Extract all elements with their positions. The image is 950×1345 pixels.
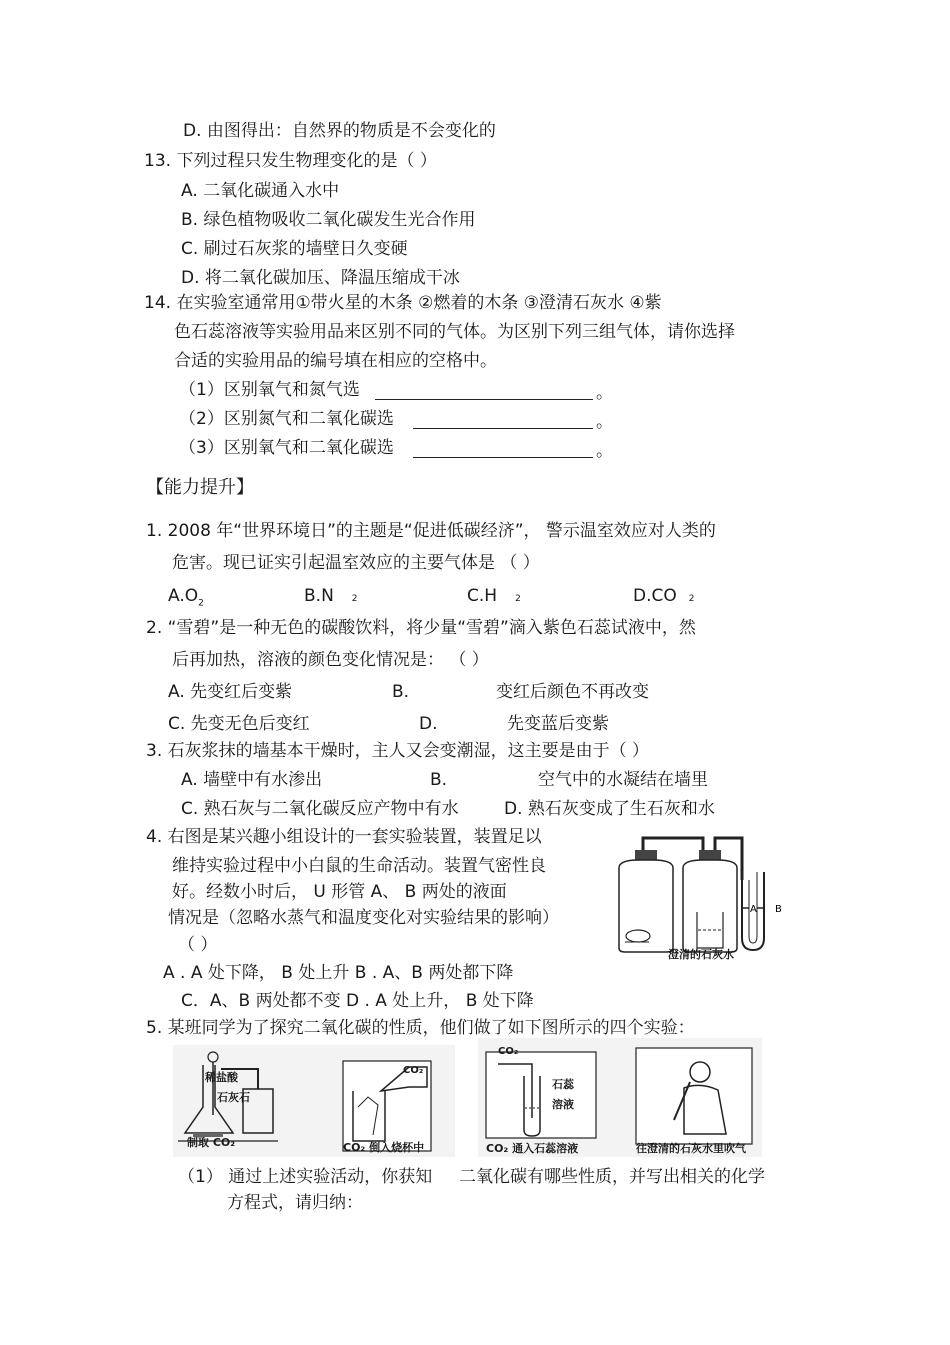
exp3-label-solution: 溶液 xyxy=(552,1098,574,1111)
stopper xyxy=(635,850,657,860)
mouse xyxy=(626,930,650,942)
a2-option-d-letter: D. xyxy=(419,714,438,734)
exp1-caption: 制取 CO₂ xyxy=(187,1136,236,1149)
a3-option-b-text: 空气中的水凝结在墙里 xyxy=(538,770,708,790)
q14-part1: （1）区别氧气和氮气选 xyxy=(179,380,360,400)
section-heading: 【能力提升】 xyxy=(146,477,254,498)
a3-option-d: D. 熟石灰变成了生石灰和水 xyxy=(504,799,715,819)
label-a: A xyxy=(750,904,757,915)
stopper xyxy=(699,850,721,860)
q14-part2-answer-blank[interactable] xyxy=(413,428,593,429)
apparatus-caption: 澄清的石灰水 xyxy=(668,948,734,961)
a1-option-c: C.H 2 xyxy=(467,586,521,606)
exp3-label-litmus: 石蕊 xyxy=(552,1078,574,1091)
q13-option-b: B. 绿色植物吸收二氧化碳发生光合作用 xyxy=(181,210,476,230)
a4-stem-line3: 好。经数小时后， U 形管 A、 B 两处的液面 xyxy=(172,882,507,902)
q13-option-d: D. 将二氧化碳加压、降温压缩成干冰 xyxy=(181,268,460,288)
a4-options-ab: A . A 处下降， B 处上升 B . A、B 两处都下降 xyxy=(163,963,514,983)
a2-stem-line2: 后再加热，溶液的颜色变化情况是： （ ） xyxy=(172,650,489,670)
a4-options-cd: C．A、B 两处都不变 D . A 处上升， B 处下降 xyxy=(181,991,534,1011)
exp1-label-limestone: 石灰石 xyxy=(217,1091,250,1104)
exp2-caption: CO₂ 倒入烧杯中 xyxy=(343,1141,425,1154)
q14-part2: （2）区别氮气和二氧化碳选 xyxy=(179,409,394,429)
q14-part1-answer-blank[interactable] xyxy=(375,399,593,400)
a5-part1-line2: 方程式，请归纳： xyxy=(227,1193,363,1213)
a1-option-d: D.CO 2 xyxy=(633,586,695,606)
a3-option-c: C. 熟石灰与二氧化碳反应产物中有水 xyxy=(181,799,459,819)
a4-stem-line4: 情况是（忽略水蒸气和温度变化对实验结果的影响） xyxy=(168,908,559,928)
exp2-co2-label: CO₂ xyxy=(403,1065,424,1076)
exp1-label-acid: 稀盐酸 xyxy=(205,1071,238,1084)
exp3-co2-label: CO₂ xyxy=(498,1046,519,1057)
funnel xyxy=(208,1052,218,1062)
period: 。 xyxy=(596,412,613,432)
q14-stem-line3: 合适的实验用品的编号填在相应的空格中。 xyxy=(174,351,497,371)
bottle-2 xyxy=(683,860,737,952)
exp3-caption: CO₂ 通入石蕊溶液 xyxy=(486,1142,579,1155)
experiment-panel-left xyxy=(173,1045,455,1157)
a4-stem-line1: 4. 右图是某兴趣小组设计的一套实验装置，装置足以 xyxy=(146,827,542,847)
a1-stem-line2: 危害。现已证实引起温室效应的主要气体是 （ ） xyxy=(172,553,540,573)
a1-option-a: $A.O_2$ xyxy=(168,586,204,609)
experiment-panel-right xyxy=(478,1038,762,1157)
label-b: B xyxy=(775,904,782,915)
a5-part1-line1a: （1） 通过上述实验活动，你获知 xyxy=(178,1167,433,1187)
a4-answer-paren: （ ） xyxy=(178,935,218,955)
a3-stem: 3. 石灰浆抹的墙基本干燥时，主人又会变潮湿，这主要是由于（ ） xyxy=(146,741,650,761)
a5-stem: 5. 某班同学为了探究二氧化碳的性质，他们做了如下图所示的四个实验： xyxy=(146,1018,695,1038)
a2-stem-line1: 2. “雪碧”是一种无色的碳酸饮料，将少量“雪碧”滴入紫色石蕊试液中，然 xyxy=(146,618,696,638)
apparatus-figure xyxy=(605,830,795,965)
a3-option-a: A. 墙壁中有水渗出 xyxy=(181,770,323,790)
a2-option-a: A. 先变红后变紫 xyxy=(168,682,293,702)
q13-option-a: A. 二氧化碳通入水中 xyxy=(181,181,340,201)
a2-option-b-letter: B. xyxy=(392,682,410,702)
a2-option-b-text: 变红后颜色不再改变 xyxy=(496,682,649,702)
q14-stem-line2: 色石蕊溶液等实验用品来区别不同的气体。为区别下列三组气体，请你选择 xyxy=(174,322,735,342)
a2-option-d-text: 先变蓝后变紫 xyxy=(507,714,609,734)
q12-option-d: D. 由图得出：自然界的物质是不会变化的 xyxy=(183,121,496,141)
a1-option-b: B.N 2 xyxy=(304,586,358,606)
a3-option-b-letter: B. xyxy=(430,770,448,790)
period: 。 xyxy=(596,441,613,461)
q13-stem: 13. 下列过程只发生物理变化的是（ ） xyxy=(144,151,437,171)
a1-stem-line1: 1. 2008 年“世界环境日”的主题是“促进低碳经济”， 警示温室效应对人类的 xyxy=(146,521,716,541)
period: 。 xyxy=(596,383,613,403)
a4-stem-line2: 维持实验过程中小白鼠的生命活动。装置气密性良 xyxy=(172,856,546,876)
a5-part1-line1b: 二氧化碳有哪些性质，并写出相关的化学 xyxy=(459,1167,765,1187)
q14-stem-line1: 14. 在实验室通常用①带火星的木条 ②燃着的木条 ③澄清石灰水 ④紫 xyxy=(144,293,662,313)
q14-part3-answer-blank[interactable] xyxy=(413,457,593,458)
q14-part3: （3）区别氧气和二氧化碳选 xyxy=(179,438,394,458)
apparatus-diagram xyxy=(605,830,795,965)
a2-option-c: C. 先变无色后变红 xyxy=(168,714,310,734)
exp4-caption: 往澄清的石灰水里吹气 xyxy=(636,1142,746,1155)
q13-option-c: C. 刷过石灰浆的墙壁日久变硬 xyxy=(181,239,408,259)
